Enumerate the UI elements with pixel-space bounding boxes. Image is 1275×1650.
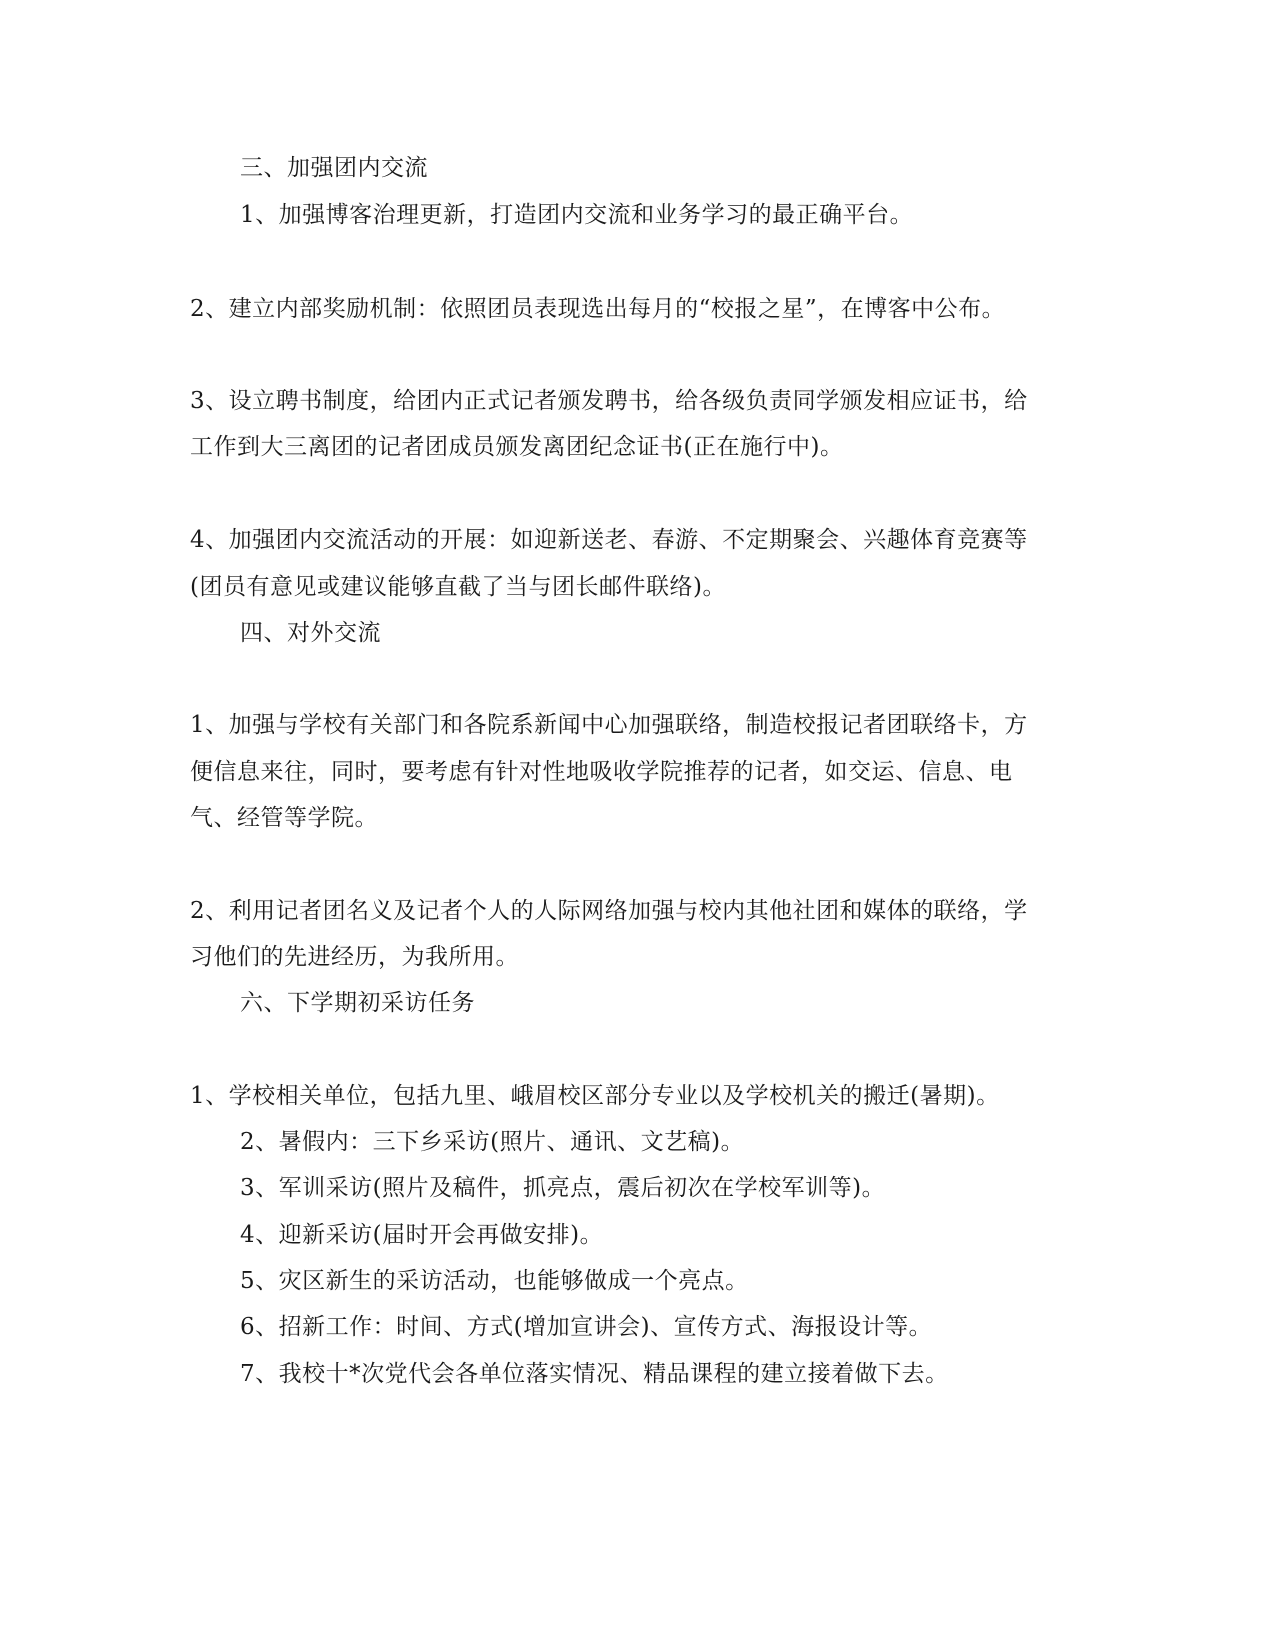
paragraph-line: 习他们的先进经历，为我所用。 <box>190 944 519 970</box>
section-heading-4: 四、对外交流 <box>240 620 381 646</box>
section-heading-3: 三、加强团内交流 <box>240 155 428 181</box>
list-item: 7、我校十*次党代会各单位落实情况、精品课程的建立接着做下去。 <box>240 1361 949 1387</box>
list-item: 4、迎新采访(届时开会再做安排)。 <box>240 1222 604 1248</box>
list-item: 5、灾区新生的采访活动，也能够做成一个亮点。 <box>240 1268 749 1294</box>
section-heading-6: 六、下学期初采访任务 <box>240 990 475 1016</box>
paragraph-line: 2、利用记者团名义及记者个人的人际网络加强与校内其他社团和媒体的联络，学 <box>190 898 1028 924</box>
paragraph-line: (团员有意见或建议能够直截了当与团长邮件联络)。 <box>190 574 726 600</box>
paragraph-line: 1、加强博客治理更新，打造团内交流和业务学习的最正确平台。 <box>240 202 914 228</box>
paragraph-line: 工作到大三离团的记者团成员颁发离团纪念证书(正在施行中)。 <box>190 434 844 460</box>
list-item: 6、招新工作：时间、方式(增加宣讲会)、宣传方式、海报设计等。 <box>240 1314 933 1340</box>
list-item: 3、军训采访(照片及稿件，抓亮点，震后初次在学校军训等)。 <box>240 1175 886 1201</box>
paragraph-line: 气、经管等学院。 <box>190 805 378 831</box>
paragraph-line: 4、加强团内交流活动的开展：如迎新送老、春游、不定期聚会、兴趣体育竞赛等 <box>190 527 1028 553</box>
paragraph-line: 1、学校相关单位，包括九里、峨眉校区部分专业以及学校机关的搬迁(暑期)。 <box>190 1083 1000 1109</box>
paragraph-line: 1、加强与学校有关部门和各院系新闻中心加强联络，制造校报记者团联络卡，方 <box>190 712 1028 738</box>
list-item: 2、暑假内：三下乡采访(照片、通讯、文艺稿)。 <box>240 1129 745 1155</box>
paragraph-line: 3、设立聘书制度，给团内正式记者颁发聘书，给各级负责同学颁发相应证书，给 <box>190 388 1028 414</box>
paragraph-line: 便信息来往，同时，要考虑有针对性地吸收学院推荐的记者，如交运、信息、电 <box>190 759 1013 785</box>
paragraph-line: 2、建立内部奖励机制：依照团员表现选出每月的“校报之星”，在博客中公布。 <box>190 296 1006 322</box>
